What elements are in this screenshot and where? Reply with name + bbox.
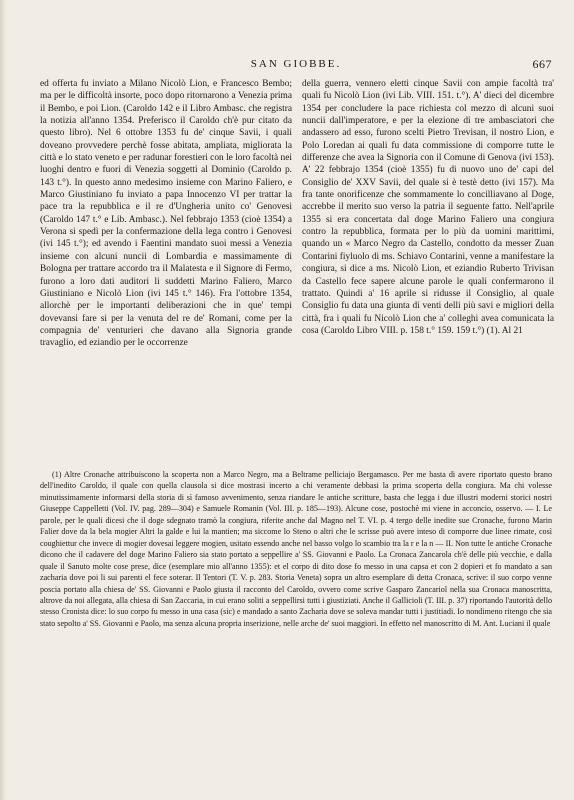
main-text: [40, 78, 552, 458]
right-column: [302, 78, 554, 337]
page-number: 667: [532, 57, 552, 71]
right-column-text: della guerra, vennero eletti cinque Savii con ampie facoltà tra' quali fu Nicolò Lion (ivi Lib. VIII. 151. t.°). A' dieci del dicembre 1354 per concludere la pace richiesta col mezzo di alcuni suoi nuncii dall'imperatore, e per la elezione di tre ambasciatori che andassero ad esso, furono scelti Pietro Trevisan, il nostro Lion, e Polo Loredan ai quali fu data commissione di comporre tutte le differenze che avea la Signoria con il Comune di Genova (ivi 153). A' 22 febbrajo 1354 (cioè 1355) fu di nuovo uno de' capi del Consiglio de' XXV Savii, del quale si è testè detto (ivi 157). Ma fra tante onorificenze che sommamente lo concilliavano al Doge, accrebbe il merito suo verso la patria il seguente fatto. Nell'aprile 1355 si era concertata dal doge Marino Faliero una congiura contro la repubblica, formata per lo più da uomini marittimi, quando un « Marco Negro da Castello, condotto da messer Zuan Contarini fiyluolo di ms. Schiavo Contarini, venne a manifestare la congiura, si dice a ms. Nicolò Lion, et eziandio Ruberto Trivisan da Castello fece sapere alcune parole le quali confermarono il trattato. Quindi a' 16 aprile si ridusse il Consiglio, al quale Consiglio fu data una giunta di venti delli più savi e migliori della città, fra i quali fu Nicolò Lion che a' colleghi avea comunicata la cosa (Caroldo Libro VIII. p. 158 t.° 159. 159 t.°) (1). Al 21: [302, 79, 554, 336]
running-title: SAN GIOBBE.: [250, 58, 342, 70]
footnotes: [40, 469, 552, 759]
running-header: [40, 58, 552, 74]
page-gutter-shadow: [0, 0, 6, 800]
left-column: [40, 78, 292, 350]
footnote-1: (1) Altre Cronache attribuiscono la scoperta non a Marco Negro, ma a Beltrame pelliciajo Bergamasco. Per me basta di avere riportato questo brano dell'inedito Caroldo, il quale con quella clausola si dice mostrasi incerto a chi veramente debbasi la prima scoperta della congiura. Ma chi volesse minutissimamente informarsi della storia di sì famoso avvenimento, senza riandare le antiche scritture, basta che legga i due illustri moderni storici nostri Giuseppe Cappelletti (Vol. IV. pag. 289—304) e Samuele Romanin (Vol. III. p. 185—193). Alcune cose, postochè mi viene in acconcio, osservo. — I. Le parole, per le quali dicesi che il doge sdegnato tramò la congiura, riferite anche dal Magno nel T. VI. p. 4 tergo delle inedite sue Cronache, furono Marin Falier dove da la bela mogier Altri la galde e lui la mantien; ma siccome lo Steno o altri che le scrisse può avere inteso di comporre due linee rimate, così coughiettur che invece di mogier dovesai leggere mogien, usitato essendo anche nel basso volgo lo scambio tra la r e la n — II. Non tutte le antiche Cronache dicono che il cadavere del doge Marino Faliero sia stato portato a seppellire a' SS. Giovanni e Paolo. La Cronaca Zancarola ch'è delle più vecchie, e dalla quale il Sanuto molte cose prese, dice (esemplare mio all'anno 1355): et el corpo di dito dose fo messo in una capsa et con 2 dopieri et fo mandato a san zacharia dove poi li sui parenti el fece soterar. Il Tentori (T. V. p. 283. Storia Veneta) sopra un altro esemplare di detta Cronaca, scrive: il suo corpo venne poscia portato alla chiesa de' SS. Giovanni e Paolo giusta il racconto del Caroldo, ovvero come scrive Gasparo Zancariol nella sua Cronaca manoscritta, altrove da noi allegata, alla chiesa di San Zaccaria, in cui erano soliti a seppellirsi tutti i giustiziati. Anche il Gallicioli (T. III. p. 37) riportando l'autorità dello stesso Cronista dice: lo suo corpo fu messo in una casa (sic) e mandado a santo Zacharia dove se soleva mandar tutti i justitiadi. Io nondimeno ritengo che sia stato sepolto a' SS. Giovanni e Paolo, ma senza alcuna propria inserizione, nelle arche de' suoi maggiori. In effetto nel manoscritto di M. Ant. Luciani il quale: [40, 470, 552, 628]
left-column-text: ed offerta fu inviato a Milano Nicolò Lion, e Francesco Bembo; ma per le difficoltà insorte, poco dopo ritornarono a Venezia prima il Bembo, e poi Lion. (Caroldo 142 e il Libro Ambasc. che registra la notizia all'anno 1354. Preferisco il Caroldo ch'è pur citato da questo libro). Nel 6 ottobre 1353 fu de' cinque Savii, i quali doveano provvedere perchè fosse abitata, ampliata, migliorata la città e lo stato veneto e per radunar forestieri con le loro facoltà nei luoghi dentro e fuori di Venezia soggetti al Dominio (Caroldo p. 143 t.°). In questo anno medesimo insieme con Marino Faliero, e Marco Giustiniano fu inviato a papa Innocenzo VI per trattar la pace tra la repubblica e il re d'Ungheria unito co' Genovesi (Caroldo 147 t.° e Lib. Ambasc.). Nel febbrajo 1353 (cioè 1354) a Verona si spedì per la confermazione della lega contro i Genovesi (ivi 145 t.°); ed avendo i Faentini mandato suoi messi a Venezia insieme con alcuni nuncii di Lombardia e massimamente di Bologna per trattare accordo tra il Malatesta e il Signore di Fermo, furono a loro dati auditori li suddetti Marino Faliero, Marco Giustiniano e Nicolò Lion (ivi 145 t.° 146). Fra l'ottobre 1354, allorchè per le importanti deliberazioni che in que' tempi dovevansi fare si per la venuta del re de' Romani, come per la compagnia de' venturieri che davano alla Signoria grande travaglio, ed eziandio per le occorrenze: [40, 79, 292, 349]
